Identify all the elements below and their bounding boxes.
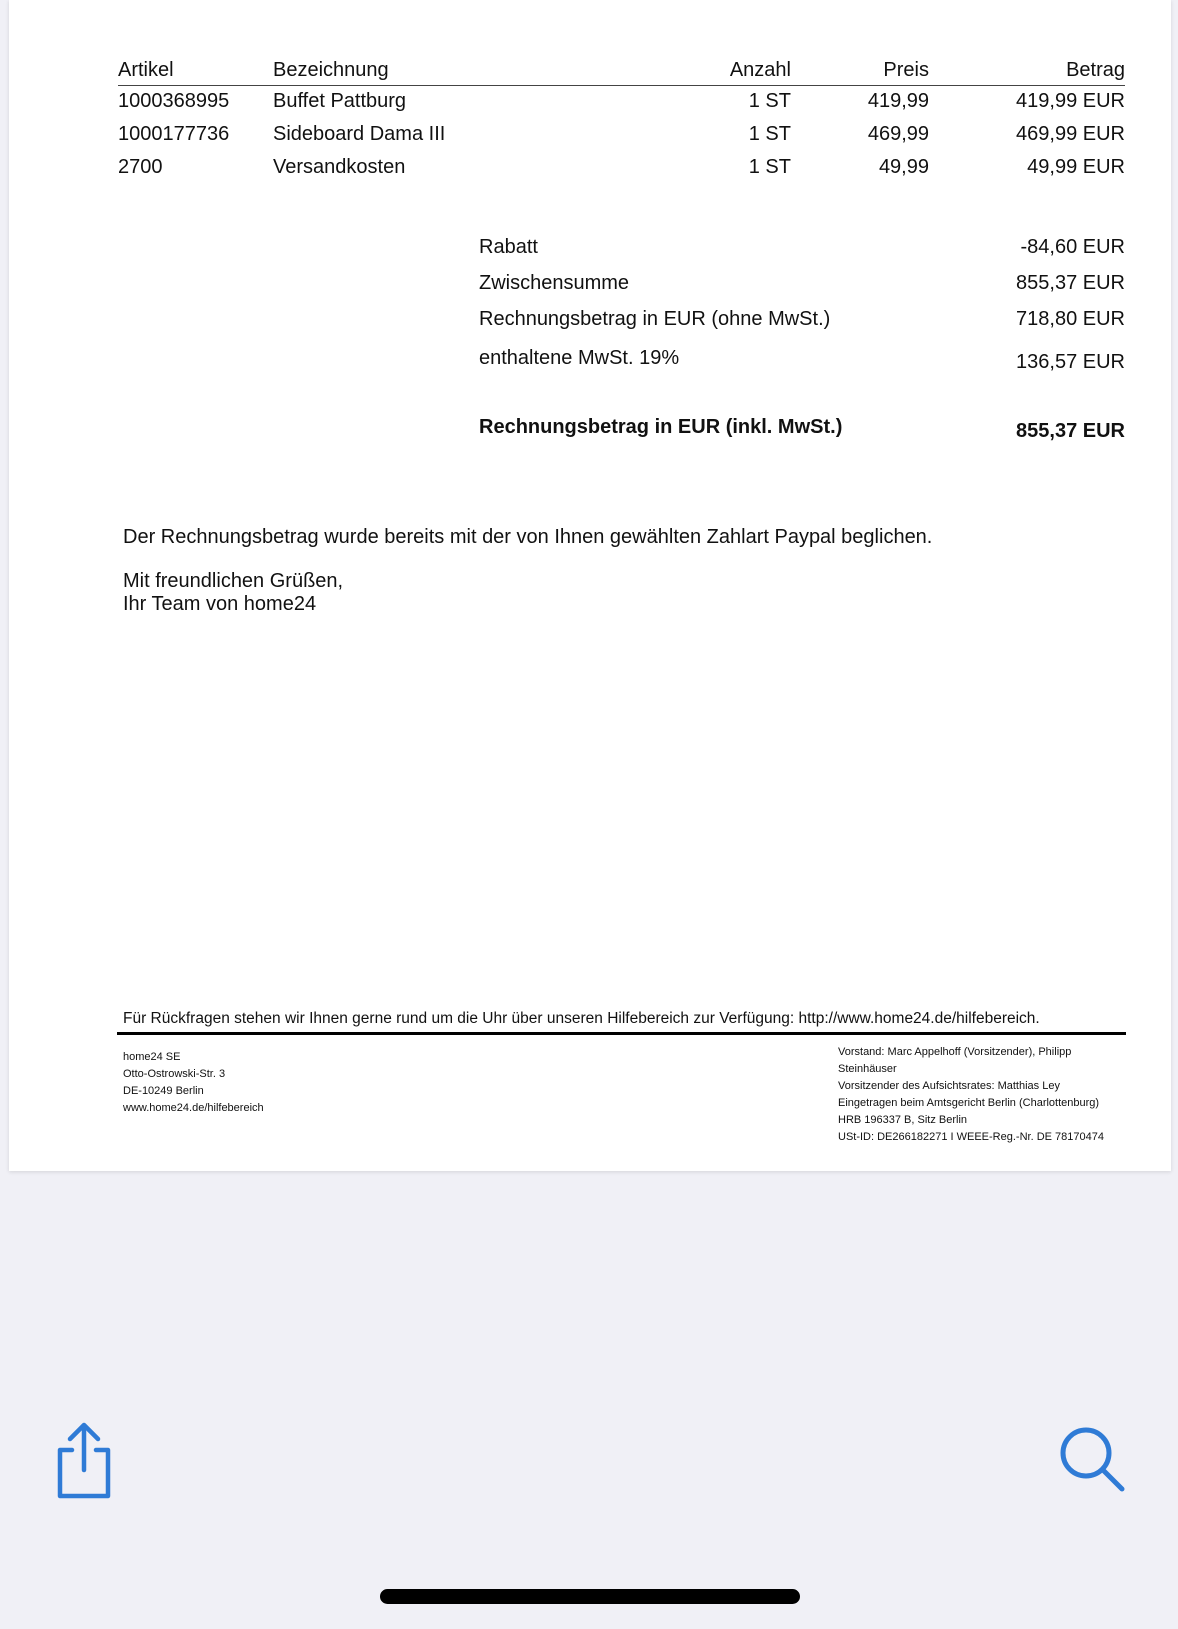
header-anzahl: Anzahl — [729, 59, 791, 81]
footer-divider — [117, 1032, 1126, 1035]
greeting: Mit freundlichen Grüßen, — [123, 570, 344, 592]
summary-brutto-value: 855,37 EUR — [1016, 420, 1125, 442]
summary-zwischensumme-label: Zwischensumme — [479, 272, 630, 294]
row1-bezeichnung: Buffet Pattburg — [273, 90, 407, 112]
header-betrag: Betrag — [1066, 59, 1125, 81]
row2-preis: 469,99 — [867, 123, 929, 145]
header-artikel: Artikel — [118, 59, 174, 81]
legal-line-hrb: HRB 196337 B, Sitz Berlin — [838, 1114, 968, 1126]
footer-note: Für Rückfragen stehen wir Ihnen gerne rund um die Uhr über unseren Hilfebereich zur Verfügung: http://www.home24.de/hilfebereich. — [123, 1010, 1040, 1027]
summary-mwst-value: 136,57 EUR — [1016, 351, 1125, 373]
legal-line-aufsichtsrat: Vorsitzender des Aufsichtsrates: Matthias Ley — [838, 1080, 1060, 1092]
row2-bezeichnung: Sideboard Dama III — [273, 123, 446, 145]
footer-legal — [838, 1044, 1104, 1146]
summary-zwischensumme-value: 855,37 EUR — [1016, 272, 1125, 294]
legal-line-vorstand: Vorstand: Marc Appelhoff (Vorsitzender), Philipp — [838, 1046, 1072, 1058]
search-icon[interactable] — [1058, 1425, 1128, 1495]
row1-preis: 419,99 — [867, 90, 929, 112]
address-line-street: Otto-Ostrowski-Str. 3 — [123, 1068, 226, 1080]
table-header-divider — [118, 85, 1125, 86]
summary-netto-value: 718,80 EUR — [1016, 308, 1125, 330]
row2-anzahl: 1 ST — [748, 123, 791, 145]
home-indicator[interactable] — [380, 1589, 800, 1604]
summary-rabatt-value: -84,60 EUR — [1020, 236, 1125, 258]
row1-betrag: 419,99 EUR — [1016, 90, 1125, 112]
address-line-company: home24 SE — [123, 1051, 181, 1063]
row3-anzahl: 1 ST — [748, 156, 791, 178]
footer-address — [123, 1049, 264, 1117]
header-preis: Preis — [883, 59, 929, 81]
summary-brutto-label: Rechnungsbetrag in EUR (inkl. MwSt.) — [479, 416, 843, 438]
row1-artikel: 1000368995 — [118, 90, 230, 112]
address-line-city: DE-10249 Berlin — [123, 1085, 204, 1097]
row2-artikel: 1000177736 — [118, 123, 230, 145]
row3-artikel: 2700 — [118, 156, 163, 178]
row3-bezeichnung: Versandkosten — [273, 156, 406, 178]
invoice-page — [9, 0, 1171, 1171]
header-bezeichnung: Bezeichnung — [273, 59, 389, 81]
summary-mwst-label: enthaltene MwSt. 19% — [479, 347, 680, 369]
legal-line-ustid: USt-ID: DE266182271 I WEEE-Reg.-Nr. DE 78170474 — [838, 1131, 1104, 1143]
row2-betrag: 469,99 EUR — [1016, 123, 1125, 145]
address-line-website: www.home24.de/hilfebereich — [123, 1102, 264, 1114]
row3-betrag: 49,99 EUR — [1027, 156, 1125, 178]
share-icon[interactable] — [52, 1420, 116, 1500]
summary-netto-label: Rechnungsbetrag in EUR (ohne MwSt.) — [479, 308, 831, 330]
row1-anzahl: 1 ST — [748, 90, 791, 112]
legal-line-vorstand-cont: Steinhäuser — [838, 1063, 897, 1075]
summary-rabatt-label: Rabatt — [479, 236, 538, 258]
row3-preis: 49,99 — [878, 156, 929, 178]
payment-message: Der Rechnungsbetrag wurde bereits mit der von Ihnen gewählten Zahlart Paypal beglichen. — [123, 526, 933, 548]
signature: Ihr Team von home24 — [123, 593, 317, 615]
legal-line-amtsgericht: Eingetragen beim Amtsgericht Berlin (Charlottenburg) — [838, 1097, 1100, 1109]
